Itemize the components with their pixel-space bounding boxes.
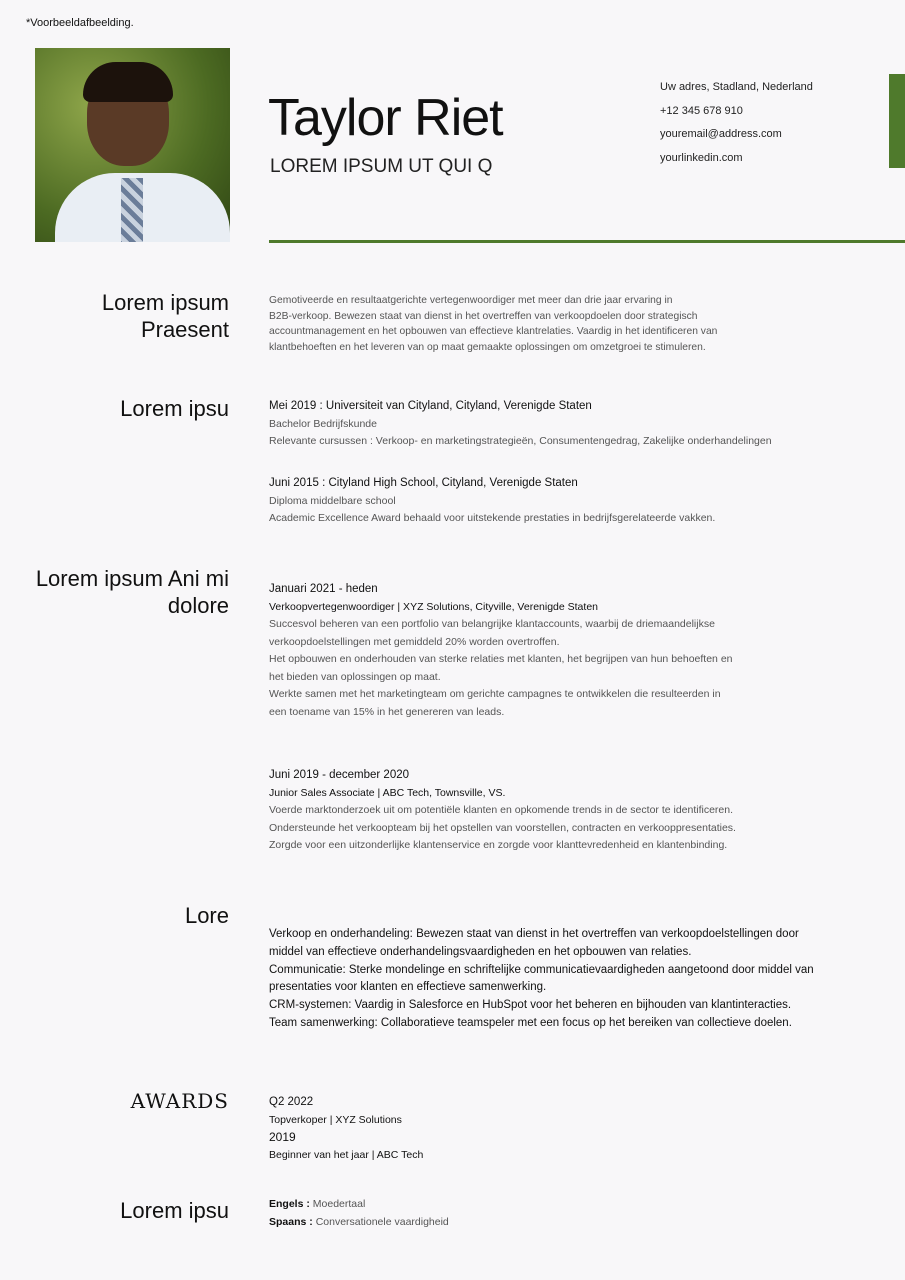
- line: Diploma middelbare school: [269, 494, 396, 507]
- education-item: [269, 475, 889, 528]
- award-text: Beginner van het jaar | ABC Tech: [269, 1148, 424, 1161]
- line: Bachelor Bedrijfskunde: [269, 417, 377, 430]
- profile-text: [269, 293, 789, 355]
- award-year: Q2 2022: [269, 1096, 314, 1108]
- line: Team samenwerking: Collaboratieve teamspeler met een focus op het bereiken van collectieve doelen.: [269, 1016, 792, 1029]
- awards-heading: AWARDS: [130, 1089, 229, 1113]
- line: accountmanagement en het opbouwen van effectieve klantrelaties. Vaardig in het identificeren van: [269, 326, 718, 337]
- language-level: Conversationele vaardigheid: [315, 1215, 449, 1228]
- exp-role: Junior Sales Associate | ABC Tech, Townsville, VS.: [269, 786, 506, 799]
- email: youremail@address.com: [660, 128, 782, 140]
- experience-item: [269, 767, 829, 855]
- edu-title: Mei 2019 : Universiteit van Cityland, Cityland, Verenigde Staten: [269, 400, 592, 412]
- edu-title: Juni 2015 : Cityland High School, Cityland, Verenigde Staten: [269, 477, 578, 489]
- sample-image-note: *Voorbeeldafbeelding.: [26, 17, 134, 29]
- experience-heading: Lorem ipsum Ani mi dolore: [35, 566, 229, 618]
- awards-list: [269, 1094, 789, 1164]
- line: Gemotiveerde en resultaatgerichte vertegenwoordiger met meer dan drie jaar ervaring in: [269, 295, 673, 306]
- language: Spaans :: [269, 1215, 313, 1228]
- accent-bar: [889, 74, 905, 168]
- education-heading: Lorem ipsu: [120, 396, 229, 421]
- line: het bieden van oplossingen op maat.: [269, 670, 441, 683]
- line: middel van effectieve onderhandelingsvaardigheden en het opbouwen van relaties.: [269, 945, 692, 958]
- exp-date: Juni 2019 - december 2020: [269, 769, 410, 781]
- languages-heading: Lorem ipsu: [120, 1198, 229, 1223]
- languages-list: [269, 1196, 789, 1231]
- line: Werkte samen met het marketingteam om gerichte campagnes te ontwikkelen die resulteerden in: [269, 688, 721, 700]
- profile-heading: Lorem ipsum Praesent: [101, 290, 229, 342]
- experience-item: [269, 581, 789, 721]
- profile-photo: [35, 48, 230, 242]
- education-item: [269, 398, 889, 451]
- language: Engels :: [269, 1198, 310, 1210]
- exp-date: Januari 2021 - heden: [269, 583, 378, 595]
- line: Relevante cursussen : Verkoop- en marketingstrategieën, Consumentengedrag, Zakelijke onderhandelingen: [269, 435, 772, 447]
- photo-tie: [121, 178, 143, 242]
- line: Het opbouwen en onderhouden van sterke relaties met klanten, het begrijpen van hun behoeften en: [269, 653, 733, 665]
- linkedin: yourlinkedin.com: [660, 152, 743, 164]
- line: klantbehoeften en het leveren van op maat gemaakte oplossingen om omzetgroei te stimuleren.: [269, 341, 706, 353]
- line: verkoopdoelstellingen met gemiddeld 20% worden overtroffen.: [269, 635, 560, 648]
- line: Voerde marktonderzoek uit om potentiële klanten en opkomende trends in de sector te identificeren.: [269, 804, 734, 816]
- line: Succesvol beheren van een portfolio van belangrijke klantaccounts, waarbij de driemaandelijkse: [269, 618, 715, 630]
- line: Communicatie: Sterke mondelinge en schriftelijke communicatievaardigheden aangetoond door middel van: [269, 963, 814, 976]
- address: Uw adres, Stadland, Nederland: [660, 81, 813, 93]
- line: Verkoop en onderhandeling: Bewezen staat van dienst in het overtreffen van verkoopdoelstellingen door: [269, 928, 799, 940]
- line: Ondersteunde het verkoopteam bij het opstellen van voorstellen, contracten en verkooppresentaties.: [269, 821, 736, 834]
- line: B2B-verkoop. Bewezen staat van dienst in het overtreffen van verkoopdoelen door strategisch: [269, 310, 698, 322]
- line: CRM-systemen: Vaardig in Salesforce en HubSpot voor het beheren en bijhouden van klantinteracties.: [269, 999, 792, 1012]
- job-title: LOREM IPSUM UT QUI Q: [270, 156, 493, 177]
- divider: [269, 240, 905, 243]
- line: een toename van 15% in het genereren van leads.: [269, 705, 505, 718]
- skills-heading: Lore: [184, 903, 229, 928]
- line: Academic Excellence Award behaald voor uitstekende prestaties in bedrijfsgerelateerde vakken.: [269, 512, 716, 524]
- line: Zorgde voor een uitzonderlijke klantenservice en zorgde voor klanttevredenheid en klantenbinding.: [269, 839, 728, 851]
- photo-hair: [83, 62, 173, 102]
- award-text: Topverkoper | XYZ Solutions: [269, 1113, 402, 1126]
- name-heading: Taylor Riet: [268, 89, 503, 147]
- award-year: 2019: [269, 1130, 296, 1144]
- line: presentaties voor klanten en effectieve samenwerking.: [269, 981, 547, 994]
- skills-list: [269, 926, 849, 1033]
- language-level: Moedertaal: [312, 1198, 366, 1210]
- phone: +12 345 678 910: [660, 105, 743, 117]
- exp-role: Verkoopvertegenwoordiger | XYZ Solutions, Cityville, Verenigde Staten: [269, 600, 598, 613]
